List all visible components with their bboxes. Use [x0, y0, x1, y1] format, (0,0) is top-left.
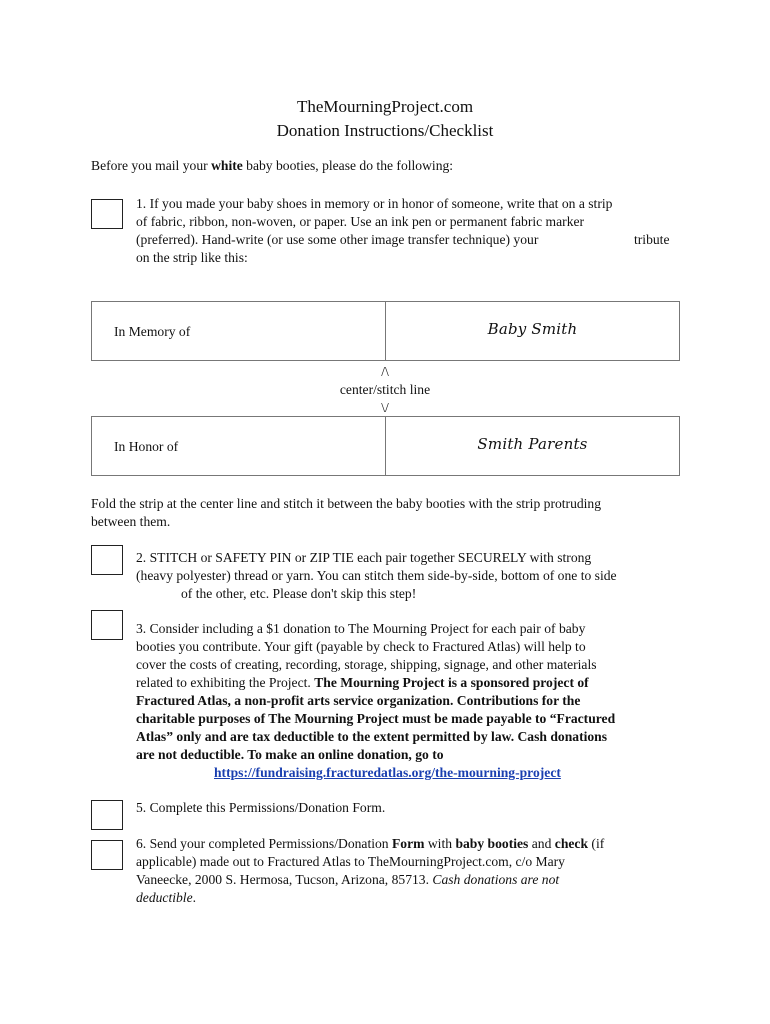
step2-text: 2. STITCH or SAFETY PIN or ZIP TIE each pair together SECURELY with strong (heavy polyester) thread or yarn. You can stitch them side-by-side, bottom of one to side of the other, etc. Please don't skip this step! [136, 550, 617, 601]
step1-text: 1. If you made your baby shoes in memory or in honor of someone, write that on a strip of fabric, ribbon, non-woven, or paper. Use an ink pen or permanent fabric marker (preferred). Hand-write (or use some other image transfer technique) your tribute on the strip like this: [136, 196, 670, 265]
memory-label: In Memory of [114, 324, 191, 339]
site-name: TheMourningProject.com [296, 97, 474, 116]
memory-strip [91, 301, 680, 361]
step2-checkbox[interactable] [91, 545, 123, 575]
document-subtitle: Donation Instructions/Checklist [276, 121, 494, 140]
intro-text: Before you mail your white baby booties, please do the following: [91, 158, 454, 173]
honor-strip [91, 416, 680, 476]
honor-name: Smith Parents [477, 435, 588, 453]
honor-label: In Honor of [114, 439, 179, 454]
memory-name: Baby Smith [487, 320, 578, 338]
stitch-down-arrow: \/ [381, 400, 389, 415]
intro-bold-word: white [211, 158, 243, 173]
step3-checkbox[interactable] [91, 610, 123, 640]
document-title [0, 95, 770, 143]
step5-checkbox[interactable] [91, 800, 123, 830]
step1-checkbox[interactable] [91, 199, 123, 229]
step6-checkbox[interactable] [91, 840, 123, 870]
stitch-line-label: center/stitch line [339, 382, 431, 397]
stitch-line-indicator [0, 363, 770, 417]
step6-text: 6. Send your completed Permissions/Donation Form with baby booties and check (if applicable) made out to Fractured Atlas to TheMourningProject.com, c/o Mary Vaneecke, 2000 S. Hermosa, Tucson, Arizona, 85713. Cash donations are not deductible. [136, 836, 605, 905]
donation-link[interactable]: https://fundraising.fracturedatlas.org/the-mourning-project [214, 765, 561, 780]
stitch-up-arrow: /\ [381, 364, 389, 379]
step5-text: 5. Complete this Permissions/Donation Form. [136, 800, 386, 815]
step3-text: 3. Consider including a $1 donation to The Mourning Project for each pair of baby booties you contribute. Your gift (payable by check to Fractured Atlas) will help to cover the costs of creating, recording, storage, shipping, signage, and other materials related to exhibiting the Project. The Mourning Project is a sponsored project of Fractured Atlas, a non-profit arts service organization. Contributions for the charitable purposes of The Mourning Project must be made payable to “Fractured Atlas” only and are tax deductible to the extent permitted by law. Cash donations are not deductible. To make an online donation, go to https://fundraising.fracturedatlas.org/the-mourning-project [136, 621, 616, 780]
fold-instructions: Fold the strip at the center line and stitch it between the baby booties with the strip protruding between them. [91, 496, 602, 529]
